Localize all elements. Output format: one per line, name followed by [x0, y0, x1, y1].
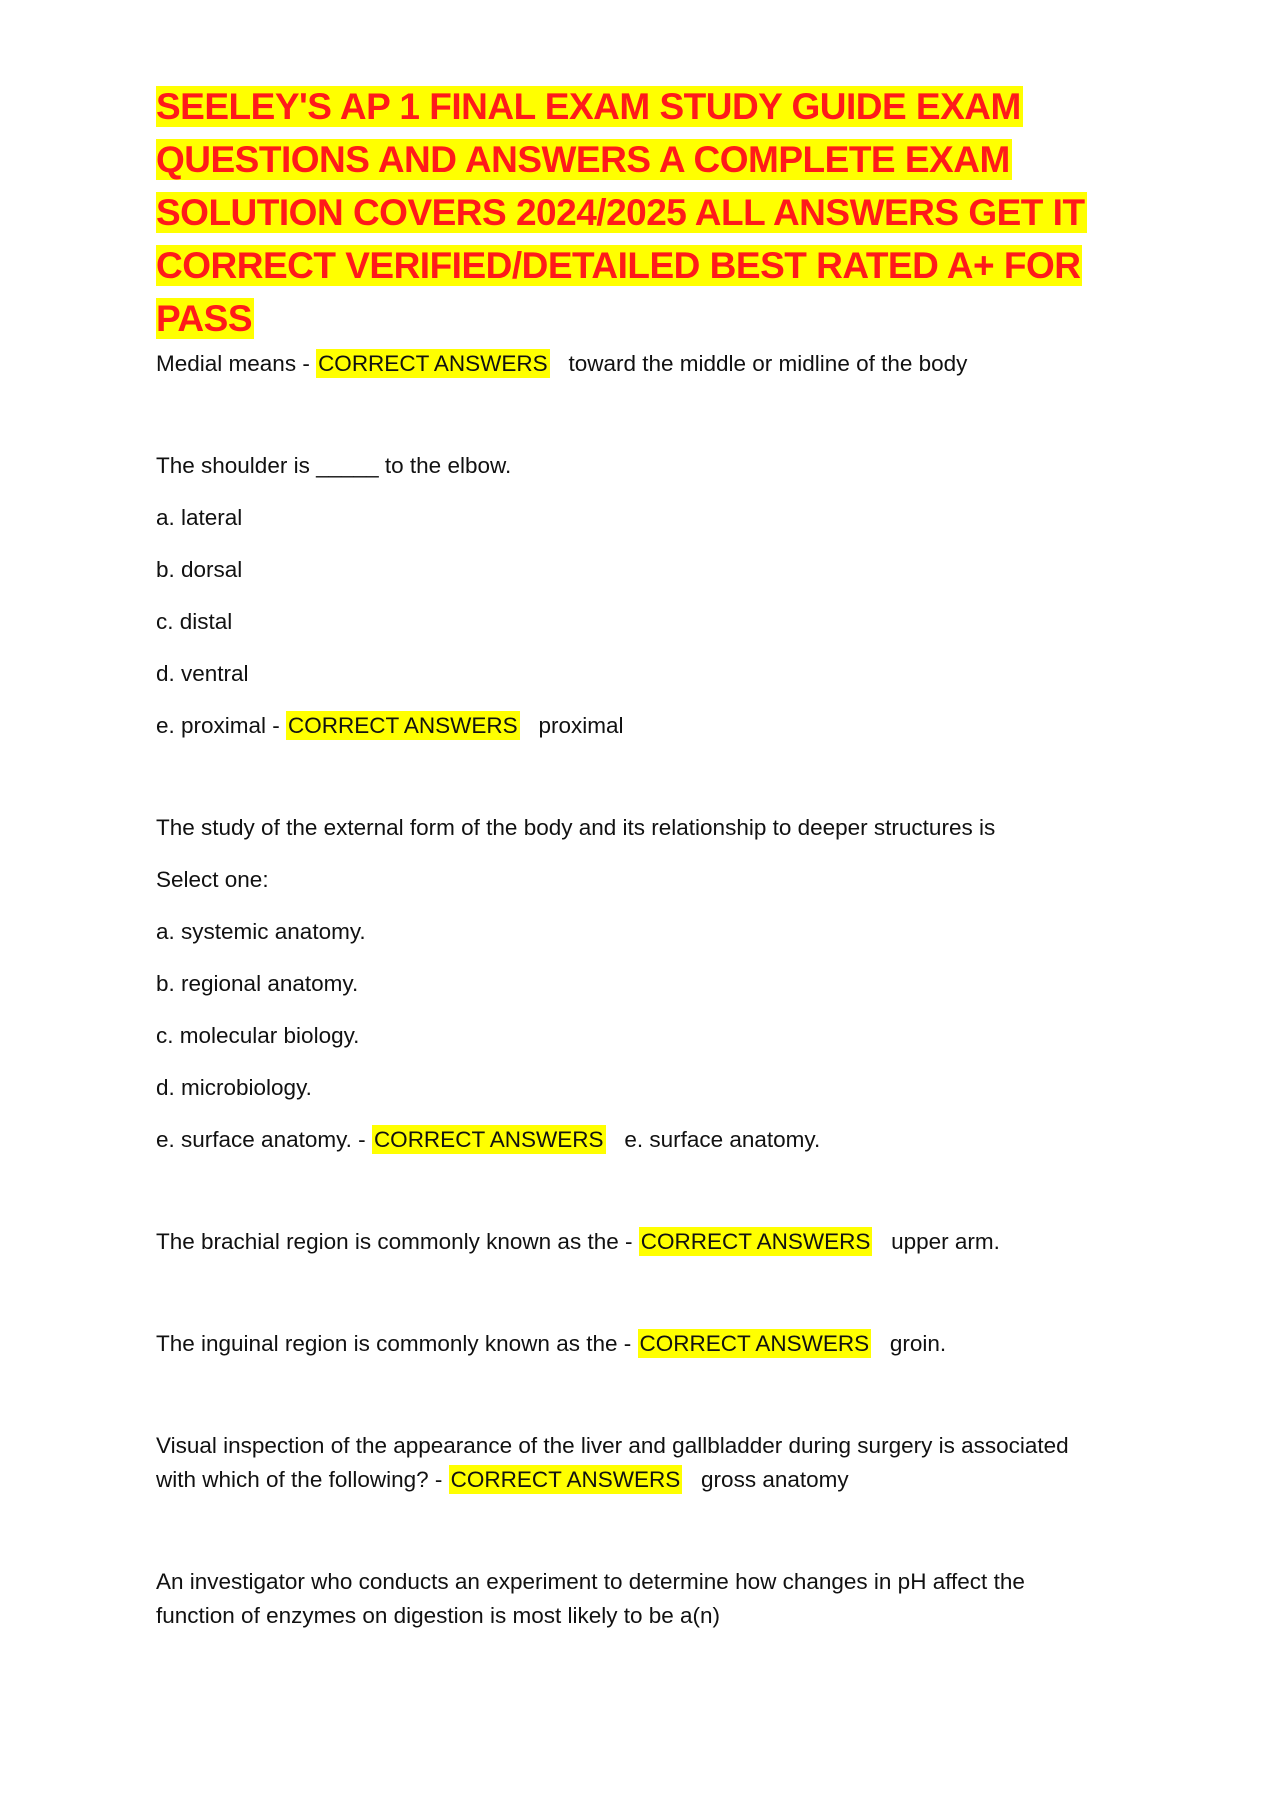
option-e: e. surface anatomy. -	[156, 1127, 372, 1152]
question-brachial	[156, 1225, 1136, 1259]
option-c: c. distal	[156, 609, 233, 634]
question-shoulder: The shoulder is _____ to the elbow.	[156, 453, 512, 478]
question-gross-anatomy-line2	[156, 1463, 1136, 1497]
answer-text: proximal	[538, 713, 624, 738]
option-e: e. proximal -	[156, 713, 287, 738]
question-investigator-line1: An investigator who conducts an experiment to determine how changes in pH affect the	[156, 1569, 1025, 1594]
question-inguinal	[156, 1327, 1136, 1361]
option-b: b. dorsal	[156, 557, 243, 582]
question-gross-anatomy-line1: Visual inspection of the appearance of the liver and gallbladder during surgery is associated	[156, 1433, 1069, 1458]
option-e-answer	[156, 1123, 1136, 1157]
option-b: b. regional anatomy.	[156, 971, 359, 996]
option-a: a. systemic anatomy.	[156, 919, 366, 944]
option-d: d. microbiology.	[156, 1075, 312, 1100]
answer-text: toward the middle or midline of the body	[568, 351, 968, 376]
answer-text: e. surface anatomy.	[624, 1127, 821, 1152]
option-c: c. molecular biology.	[156, 1023, 360, 1048]
question-text: with which of the following? -	[156, 1467, 449, 1492]
document-page	[156, 80, 1136, 1651]
option-e-answer	[156, 709, 1136, 743]
document-title	[156, 80, 1136, 345]
answer-text: gross anatomy	[701, 1467, 849, 1492]
option-a: a. lateral	[156, 505, 243, 530]
option-d: d. ventral	[156, 661, 249, 686]
question-medial	[156, 347, 1136, 381]
correct-answers-tag: CORRECT ANSWERS	[640, 1229, 871, 1254]
question-surface-anatomy: The study of the external form of the body and its relationship to deeper structures is	[156, 815, 996, 840]
answer-text: groin.	[889, 1331, 947, 1356]
correct-answers-tag: CORRECT ANSWERS	[373, 1127, 604, 1152]
question-text: The inguinal region is commonly known as the -	[156, 1331, 638, 1356]
question-investigator-line2: function of enzymes on digestion is most likely to be a(n)	[156, 1603, 721, 1628]
answer-text: upper arm.	[891, 1229, 1000, 1254]
correct-answers-tag: CORRECT ANSWERS	[318, 351, 548, 376]
correct-answers-tag: CORRECT ANSWERS	[288, 713, 518, 738]
correct-answers-tag: CORRECT ANSWERS	[639, 1331, 870, 1356]
question-text: The brachial region is commonly known as the -	[156, 1229, 639, 1254]
title-text: SEELEY'S AP 1 FINAL EXAM STUDY GUIDE EXAM QUESTIONS AND ANSWERS A COMPLETE EXAM SOLUTION COVERS 2024/2025 ALL ANSWERS GET IT CORRECT VERIFIED/DETAILED BEST RATED A+ FOR PASS	[156, 86, 1085, 339]
correct-answers-tag: CORRECT ANSWERS	[450, 1467, 681, 1492]
select-one-label: Select one:	[156, 867, 269, 892]
question-text: Medial means -	[156, 351, 317, 376]
